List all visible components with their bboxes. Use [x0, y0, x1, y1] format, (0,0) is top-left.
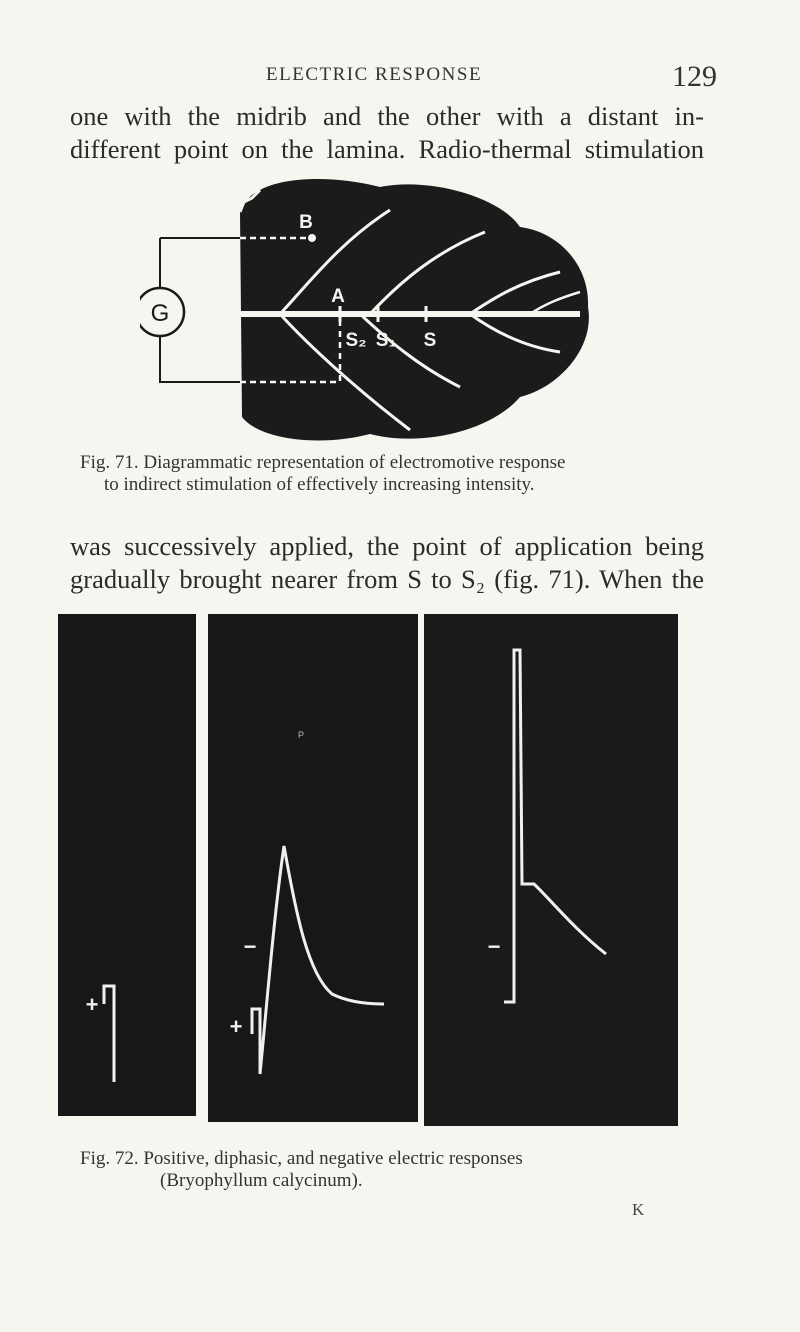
figure-72-caption [80, 1148, 700, 1192]
caption-71-line-1: Diagrammatic representation of electromotive response [143, 452, 566, 473]
figure-71-leaf-diagram [140, 172, 610, 447]
panel-2-minus: − [243, 934, 257, 959]
signature-mark: K [632, 1200, 645, 1219]
label-s2: S₂ [345, 330, 367, 351]
paragraph-1 [70, 100, 720, 166]
paragraph-2-line-2: gradually brought nearer from S to S₂ (fig. 71). When the [70, 564, 704, 594]
page-number: 129 [672, 60, 717, 93]
panel-3-minus: − [487, 934, 501, 959]
caption-72-prefix: Fig. 72. [80, 1148, 139, 1169]
label-s1: S₁ [375, 330, 397, 351]
label-b: B [299, 212, 313, 233]
electrode-b [308, 234, 316, 242]
paragraph-2-line-1: was successively applied, the point of application being [70, 531, 704, 561]
page-header [0, 58, 800, 98]
paragraph-2 [70, 530, 720, 596]
galvanometer-label: G [150, 300, 170, 327]
panel-2-mark: P [298, 730, 305, 740]
caption-72-line-1: Positive, diphasic, and negative electric responses [143, 1148, 523, 1169]
label-s: S [423, 330, 437, 351]
paragraph-1-line-1: one with the midrib and the other with a distant in- [70, 101, 704, 131]
panel-2-plus: + [229, 1014, 243, 1039]
caption-71-prefix: Fig. 71. [80, 452, 139, 473]
running-head: ELECTRIC RESPONSE [266, 64, 483, 85]
figure-72-panel-negative [424, 614, 678, 1131]
figure-71-caption [80, 452, 700, 496]
caption-71-line-2: to indirect stimulation of effectively increasing intensity. [104, 474, 535, 495]
paragraph-1-line-2: different point on the lamina. Radio-thermal stimulation [70, 134, 704, 164]
caption-72-line-2: (Bryophyllum calycinum). [160, 1170, 363, 1191]
label-a: A [331, 286, 345, 307]
figure-72-panel-positive [58, 614, 196, 1121]
figure-72-panel-diphasic [208, 614, 418, 1127]
panel-1-plus: + [85, 992, 99, 1017]
